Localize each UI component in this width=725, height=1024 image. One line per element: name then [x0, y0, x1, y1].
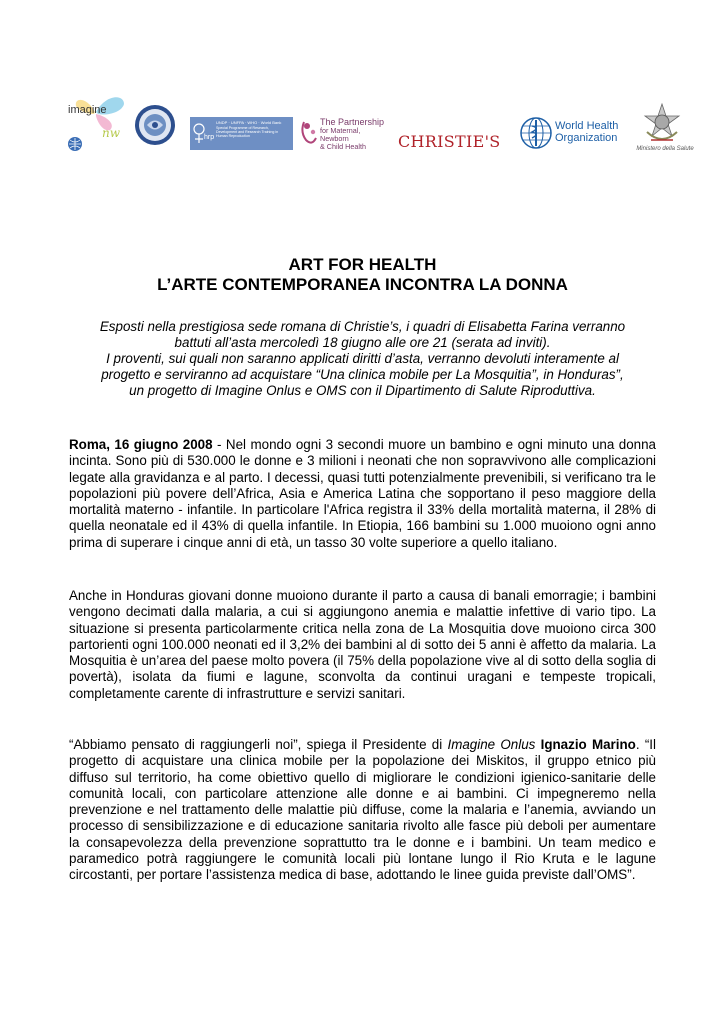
sponsor-logo-row — [66, 88, 694, 158]
who-logo-line1: World Health — [555, 120, 619, 132]
svg-text:hrp: hrp — [204, 134, 215, 141]
imagine-logo-mark: nw — [102, 126, 120, 140]
dateline: Roma, 16 giugno 2008 — [69, 437, 213, 452]
pmnch-logo-text — [320, 118, 386, 151]
paragraph-text: . “Il progetto di acquistare una clinica mobile per la popolazione dei Miskitos, il gruppo etnico più diffuso sul territorio, ha come obiettivo quello di migliorare le condizioni igienico-sanitarie delle comunità locali, con particolare attenzione alle donne e ai bambini. Ci impegneremo nella prevenzione e nel trattamento delle malattie più diffuse, come la malaria e l’anemia, avviando un processo di sensibilizzazione e di educazione sanitaria rivolto alle fasce più deboli per aumentare la consapevolezza della prevenzione soprattutto tra le donne e i bambini. Un team medico e paramedico potrà raggiungere le comunità locali più lontane lungo il Rio Kruta e le lagune circostanti, per portare l’assistenza medica di base, adottando le linee guida previste dall’OMS”. — [69, 737, 656, 883]
italian-emblem-icon — [641, 102, 683, 146]
paragraph-text: - Nel mondo ogni 3 secondi muore un bambino e ogni minuto una donna incinta. Sono più di 530.000 le donne e 3 milioni i neonati che non sopravvivono alle complicazioni legate alla gravidanza e al parto. I decessi, quasi tutti potenzialmente prevenibili, si verificano tra le popolazioni più povere dell’Africa, Asia e America Latina che sopportano il peso maggiore della mortalità materno - infantile. In particolare l'Africa registra il 33% della mortalità materna, il 28% di quella neonatale ed il 43% di quella infantile. In Etiopia, 166 bambini su 1.000 muoiono ogni anno prima di superare i cinque anni di età, un tasso 30 volte superiore a quello italiano. — [69, 437, 657, 550]
butterfly-icon — [66, 92, 128, 154]
ministry-label: Ministero della Salute — [636, 146, 694, 152]
hrp-logo — [190, 117, 293, 150]
christies-logo: CHRISTIE'S — [398, 132, 501, 151]
body-paragraph-3 — [69, 737, 656, 884]
pmnch-logo-line1: The Partnership — [320, 117, 385, 127]
body-paragraph-2 — [69, 588, 656, 702]
intro-line: battuti all’asta mercoledì 18 giugno alle ore 21 (serata ad inviti). — [174, 335, 551, 350]
pmnch-emblem-icon — [298, 118, 320, 152]
intro-line: progetto e serviranno ad acquistare “Una clinica mobile per La Mosquitia”, in Honduras”, — [101, 367, 624, 382]
intro-summary — [70, 319, 655, 399]
intro-line: un progetto di Imagine Onlus e OMS con il Dipartimento di Salute Riproduttiva. — [129, 383, 596, 398]
pmnch-logo-line3: & Child Health — [320, 142, 366, 151]
pmnch-logo — [298, 118, 386, 154]
hrp-emblem-icon — [191, 117, 215, 150]
imagine-logo-text: imagine — [68, 104, 107, 116]
who-logo — [519, 114, 619, 150]
who-logo-line2: Organization — [555, 132, 618, 144]
paragraph-text: Anche in Honduras giovani donne muoiono durante il parto a causa di banali emorragie; i bambini vengono decimati dalla malaria, a cui si aggiungono anemia e malattie infettive di vario tipo. La situazione si presenta particolarmente critica nella zona de La Mosquitia dove muoiono circa 300 partorienti ogni 100.000 neonati ed il 3,2% dei bambini al di sotto dei 5 anni è affetto da malaria. La Mosquitia è un’area del paese molto povera (il 75% della popolazione vive al di sotto della soglia di povertà), isolata da fiumi e lagune, sconvolta da continui uragani e tempeste tropicali, completamente carente di infrastrutture e servizi sanitari. — [69, 588, 656, 701]
imagine-logo — [66, 92, 128, 154]
seal-icon — [134, 104, 176, 146]
document-title — [0, 255, 725, 295]
ministry-emblem-logo — [636, 102, 694, 152]
paragraph-text: “Abbiamo pensato di raggiungerli noi”, spiega il Presidente di — [69, 737, 448, 752]
title-line-1: ART FOR HEALTH — [288, 255, 437, 274]
hrp-logo-line2: Special Programme of Research, Development and Research Training in Human Reproduction — [216, 126, 279, 138]
who-logo-text — [555, 120, 618, 144]
pmnch-logo-line2: for Maternal, Newborn — [320, 126, 361, 143]
president-name: Ignazio Marino — [540, 737, 636, 752]
round-seal-logo — [134, 104, 176, 146]
who-emblem-icon — [519, 116, 553, 150]
intro-line: Esposti nella prestigiosa sede romana di Christie’s, i quadri di Elisabetta Farina verranno — [99, 319, 626, 334]
body-paragraph-1 — [69, 437, 656, 551]
intro-line: I proventi, sui quali non saranno applicati diritti d’asta, verranno devoluti interamente al — [106, 351, 619, 366]
hrp-logo-line1: UNDP · UNFPA · WHO · World Bank — [216, 120, 282, 125]
organization-name: Imagine Onlus — [447, 737, 536, 752]
title-line-2: L’ARTE CONTEMPORANEA INCONTRA LA DONNA — [157, 275, 568, 294]
